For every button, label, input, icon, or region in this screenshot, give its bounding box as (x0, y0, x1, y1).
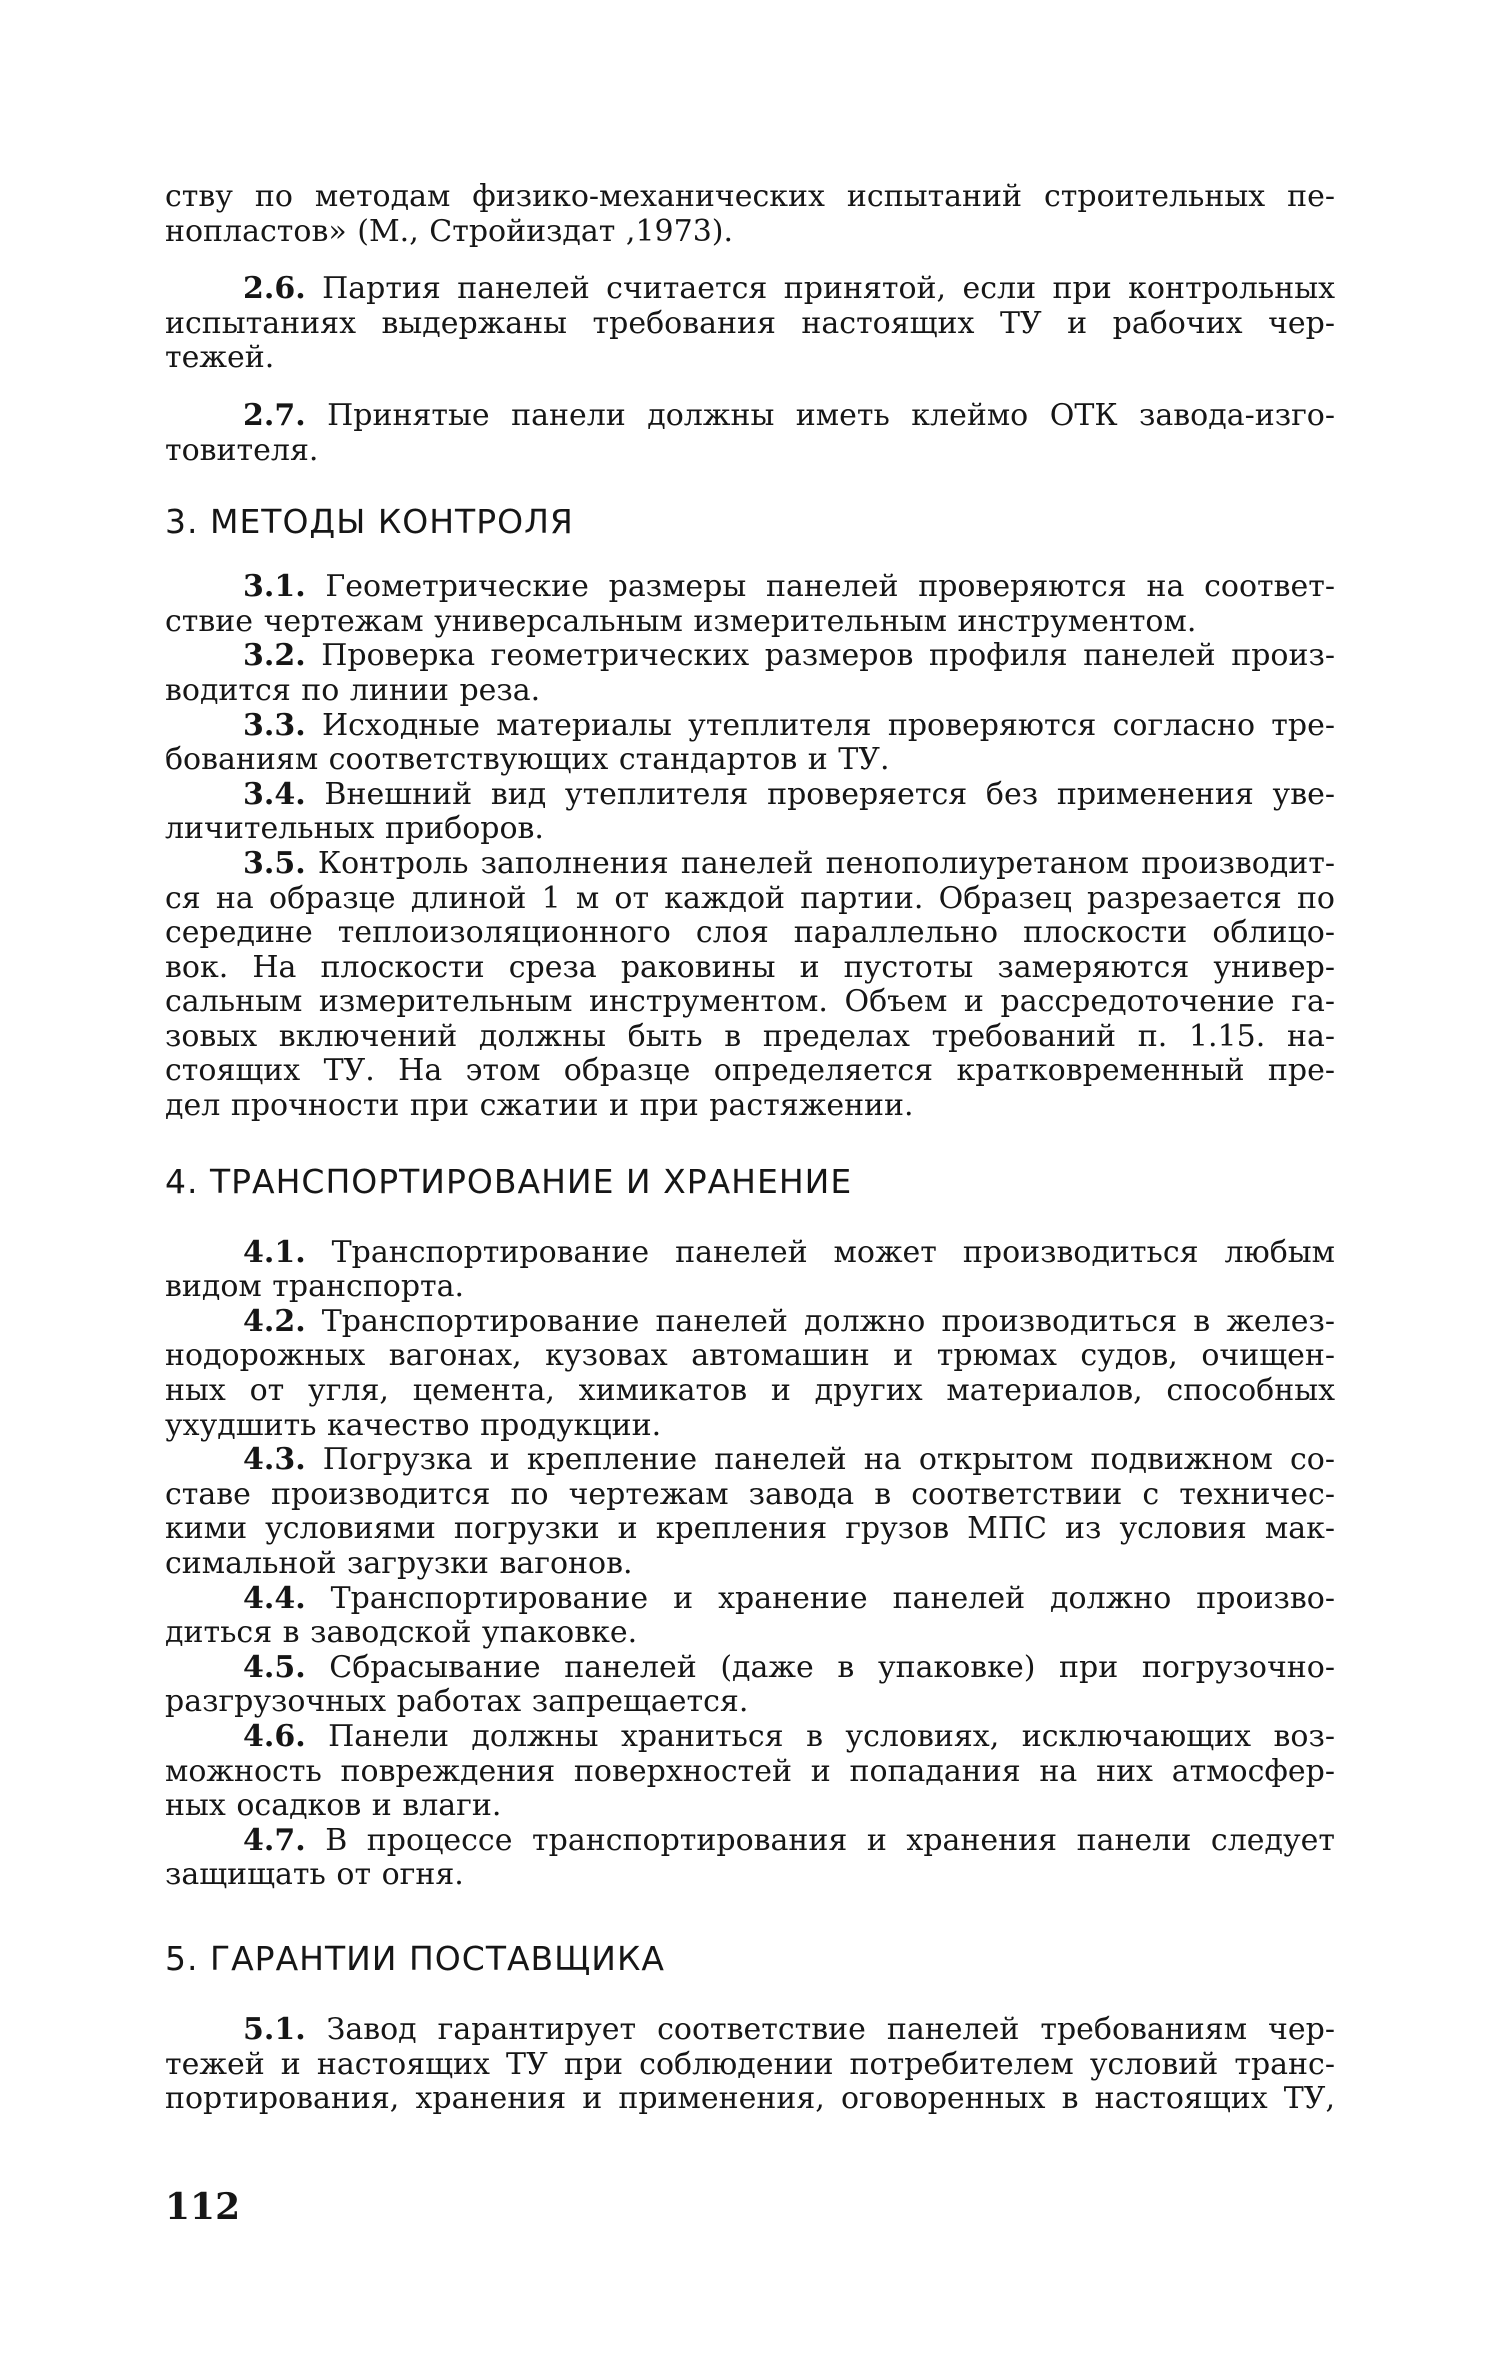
text-line: Геометрические размеры панелей проверяются на соответ- (325, 569, 1335, 605)
text-line: портирования, хранения и применения, оговоренных в настоящих ТУ, (165, 2081, 1335, 2117)
text-line: середине теплоизоляционного слоя параллельно плоскости облицо- (165, 915, 1335, 951)
text-line: товителя. (165, 432, 319, 468)
paragraph-5-1 (165, 2013, 1335, 2048)
text-line: Транспортирование панелей должно производиться в желез- (321, 1303, 1335, 1339)
text-line: Контроль заполнения панелей пенополиуретаном производит- (317, 845, 1335, 881)
paragraph-2-7 (165, 399, 1335, 434)
clause-number: 3.4. (243, 776, 306, 812)
clause-number: 5.1. (243, 2011, 306, 2047)
text-line: испытаниях выдержаны требования настоящих ТУ и рабочих чер- (165, 305, 1335, 341)
section-heading-3: 3. МЕТОДЫ КОНТРОЛЯ (165, 502, 574, 542)
paragraph-4-2 (165, 1305, 1335, 1340)
clause-number: 4.3. (243, 1442, 306, 1478)
clause-number: 3.1. (243, 569, 306, 605)
paragraph-3-3 (165, 709, 1335, 744)
paragraph-3-2 (165, 639, 1335, 674)
text-line: Внешний вид утеплителя проверяется без применения уве- (324, 776, 1335, 812)
text-line: Принятые панели должны иметь клеймо ОТК завода-изго- (327, 397, 1335, 433)
text-line: личительных приборов. (165, 811, 544, 847)
text-line: В процессе транспортирования и хранения панели следует (325, 1822, 1335, 1858)
text-line: дел прочности при сжатии и при растяжении. (165, 1088, 914, 1124)
page-body (165, 180, 1335, 2117)
text-line: Сбрасывание панелей (даже в упаковке) при погрузочно- (329, 1649, 1335, 1685)
page-number: 112 (165, 2186, 241, 2228)
text-line: видом транспорта. (165, 1269, 465, 1305)
text-line: зовых включений должны быть в пределах требований п. 1.15. на- (165, 1018, 1335, 1054)
text-line: Завод гарантирует соответствие панелей требованиям чер- (326, 2011, 1335, 2047)
text-line: водится по линии реза. (165, 672, 541, 708)
paragraph-3-1 (165, 570, 1335, 605)
clause-number: 3.2. (243, 638, 306, 674)
paragraph-4-7 (165, 1824, 1335, 1859)
text-line: Партия панелей считается принятой, если при контрольных (322, 271, 1335, 307)
text-line: тежей и настоящих ТУ при соблюдении потребителем условий транс- (165, 2046, 1335, 2082)
text-line: вок. На плоскости среза раковины и пустоты замеряются универ- (165, 949, 1335, 985)
section-heading-5: 5. ГАРАНТИИ ПОСТАВЩИКА (165, 1938, 665, 1978)
paragraph-4-4 (165, 1582, 1335, 1617)
text-line: ся на образце длиной 1 м от каждой партии. Образец разрезается по (165, 880, 1335, 916)
clause-number: 4.6. (243, 1718, 306, 1754)
paragraph-2-6 (165, 272, 1335, 307)
text-line: нопластов» (М., Стройиздат ,1973). (165, 213, 734, 249)
text-line: ных осадков и влаги. (165, 1788, 502, 1824)
clause-number: 3.3. (243, 707, 306, 743)
paragraph-4-3 (165, 1443, 1335, 1478)
text-line: ухудшить качество продукции. (165, 1407, 662, 1443)
text-line: можность повреждения поверхностей и попадания на них атмосфер- (165, 1753, 1335, 1789)
clause-number: 2.7. (243, 397, 306, 433)
text-line: защищать от огня. (165, 1857, 464, 1893)
text-line: ставе производится по чертежам завода в соответствии с техничес- (165, 1476, 1335, 1512)
text-line: Транспортирование и хранение панелей должно произво- (330, 1580, 1335, 1616)
clause-number: 4.7. (243, 1822, 306, 1858)
text-line: ству по методам физико-механических испытаний строительных пе- (165, 179, 1335, 214)
paragraph-gap (165, 249, 1335, 272)
paragraph-3-5 (165, 847, 1335, 882)
text-line: нодорожных вагонах, кузовах автомашин и трюмах судов, очищен- (165, 1338, 1335, 1374)
clause-number: 4.4. (243, 1580, 306, 1616)
clause-number: 4.5. (243, 1649, 306, 1685)
text-line: Транспортирование панелей может производиться любым (331, 1234, 1335, 1270)
paragraph-4-6 (165, 1720, 1335, 1755)
text-line: Погрузка и крепление панелей на открытом подвижном со- (322, 1442, 1335, 1478)
clause-number: 4.2. (243, 1303, 306, 1339)
text-line: бованиям соответствующих стандартов и ТУ. (165, 742, 890, 778)
text-line: тежей. (165, 340, 275, 376)
text-line: Панели должны храниться в условиях, исключающих воз- (328, 1718, 1335, 1754)
section-heading-4: 4. ТРАНСПОРТИРОВАНИЕ И ХРАНЕНИЕ (165, 1161, 853, 1201)
text-line: сальным измерительным инструментом. Объем и рассредоточение га- (165, 984, 1335, 1020)
text-line: Проверка геометрических размеров профиля панелей произ- (321, 638, 1335, 674)
text-line: ных от угля, цемента, химикатов и других материалов, способных (165, 1373, 1335, 1409)
text-line: ствие чертежам универсальным измерительным инструментом. (165, 603, 1197, 639)
text-line: стоящих ТУ. На этом образце определяется кратковременный пре- (165, 1053, 1335, 1089)
text-line: Исходные материалы утеплителя проверяются согласно тре- (321, 707, 1335, 743)
text-line: кими условиями погрузки и крепления грузов МПС из условия мак- (165, 1511, 1335, 1547)
paragraph-4-5 (165, 1651, 1335, 1686)
paragraph-gap (165, 376, 1335, 399)
clause-number: 4.1. (243, 1234, 306, 1270)
text-line: диться в заводской упаковке. (165, 1615, 638, 1651)
text-line: симальной загрузки вагонов. (165, 1546, 633, 1581)
paragraph-4-1 (165, 1236, 1335, 1271)
clause-number: 2.6. (243, 271, 306, 307)
text-line: разгрузочных работах запрещается. (165, 1684, 749, 1720)
clause-number: 3.5. (243, 845, 306, 881)
paragraph-3-4 (165, 778, 1335, 813)
